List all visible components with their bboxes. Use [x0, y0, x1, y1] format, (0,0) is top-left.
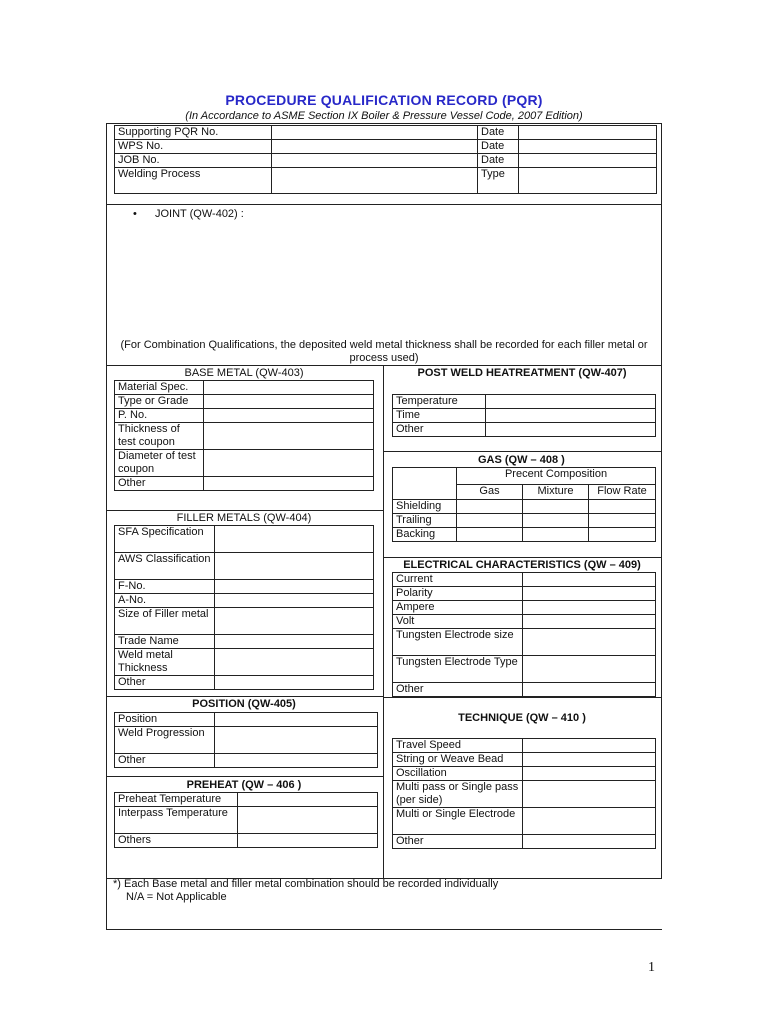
table-row: [115, 154, 657, 168]
other-label: Other: [115, 477, 204, 491]
preheat-table: [114, 792, 378, 848]
date-field[interactable]: [519, 126, 657, 140]
footer-note-combination: *) Each Base metal and filler metal combination should be recorded individually: [113, 878, 499, 890]
table-row: [115, 140, 657, 154]
table-row: [115, 381, 374, 395]
multi-electrode-field[interactable]: [523, 808, 656, 835]
backing-mixture-field[interactable]: [523, 528, 589, 542]
thickness-label: Thickness of test coupon: [115, 423, 204, 450]
date-field[interactable]: [519, 154, 657, 168]
electrical-technique-divider: [383, 697, 662, 698]
date-label: Date: [478, 140, 519, 154]
gas-title: GAS (QW – 408 ): [478, 454, 565, 466]
table-row: [393, 683, 656, 697]
multi-electrode-label: Multi or Single Electrode: [393, 808, 523, 835]
oscillation-field[interactable]: [523, 767, 656, 781]
trade-name-label: Trade Name: [115, 635, 215, 649]
table-row: [115, 168, 657, 194]
other-field[interactable]: [215, 676, 374, 690]
table-row: [115, 793, 378, 807]
other-field[interactable]: [204, 477, 374, 491]
pwht-temperature-label: Temperature: [393, 395, 486, 409]
a-no-label: A-No.: [115, 594, 215, 608]
technique-other-label: Other: [393, 835, 523, 849]
page-title: PROCEDURE QUALIFICATION RECORD (PQR): [225, 92, 543, 108]
date-label: Date: [478, 154, 519, 168]
page-number: 1: [648, 960, 655, 975]
filler-size-field[interactable]: [215, 608, 374, 635]
table-row: [393, 514, 656, 528]
shielding-mixture-field[interactable]: [523, 500, 589, 514]
multi-pass-field[interactable]: [523, 781, 656, 808]
sfa-spec-field[interactable]: [215, 526, 374, 553]
oscillation-label: Oscillation: [393, 767, 523, 781]
electrical-table: [392, 572, 656, 697]
ampere-field[interactable]: [523, 601, 656, 615]
others-field[interactable]: [238, 834, 378, 848]
frame-right-border: [661, 123, 662, 879]
position-table: [114, 712, 378, 768]
diameter-field[interactable]: [204, 450, 374, 477]
position-title: POSITION (QW-405): [192, 698, 296, 710]
tungsten-size-label: Tungsten Electrode size: [393, 629, 523, 656]
shielding-label: Shielding: [393, 500, 457, 514]
preheat-temp-label: Preheat Temperature: [115, 793, 238, 807]
current-label: Current: [393, 573, 523, 587]
trade-name-field[interactable]: [215, 635, 374, 649]
joint-note: (For Combination Qualifications, the deposited weld metal thickness shall be recorded for each filler metal or process used): [120, 339, 648, 364]
gas-blank-header: [393, 468, 457, 485]
material-spec-field[interactable]: [204, 381, 374, 395]
date-label: Date: [478, 126, 519, 140]
electrical-other-label: Other: [393, 683, 523, 697]
position-field[interactable]: [215, 713, 378, 727]
table-row: [115, 727, 378, 754]
supporting-pqr-field[interactable]: [272, 126, 478, 140]
table-row: [393, 485, 656, 500]
joint-section-divider: [106, 365, 662, 366]
table-row: [115, 526, 374, 553]
supporting-pqr-label: Supporting PQR No.: [115, 126, 272, 140]
interpass-temp-label: Interpass Temperature: [115, 807, 238, 834]
flow-rate-column-header: Flow Rate: [589, 485, 656, 500]
table-row: [393, 767, 656, 781]
polarity-label: Polarity: [393, 587, 523, 601]
weld-progression-field[interactable]: [215, 727, 378, 754]
table-row: [115, 395, 374, 409]
position-preheat-divider: [106, 776, 384, 777]
table-row: [115, 834, 378, 848]
bullet-icon: •: [133, 208, 137, 220]
gas-electrical-divider: [383, 557, 662, 558]
filler-metals-table: [114, 525, 374, 690]
weld-thickness-field[interactable]: [215, 649, 374, 676]
trailing-label: Trailing: [393, 514, 457, 528]
table-row: [115, 754, 378, 768]
pwht-temperature-field[interactable]: [486, 395, 656, 409]
gas-column-header: Gas: [457, 485, 523, 500]
multi-pass-label: Multi pass or Single pass (per side): [393, 781, 523, 808]
other-field[interactable]: [215, 754, 378, 768]
technique-table: [392, 738, 656, 849]
table-row: [393, 656, 656, 683]
p-no-field[interactable]: [204, 409, 374, 423]
trailing-flow-field[interactable]: [589, 514, 656, 528]
table-row: [393, 835, 656, 849]
position-label: Position: [115, 713, 215, 727]
filler-size-label: Size of Filler metal: [115, 608, 215, 635]
weld-progression-label: Weld Progression: [115, 727, 215, 754]
table-row: [115, 553, 374, 580]
table-row: [393, 739, 656, 753]
table-row: [115, 423, 374, 450]
top-section-divider: [106, 204, 662, 205]
others-label: Others: [115, 834, 238, 848]
job-no-field[interactable]: [272, 154, 478, 168]
base-filler-divider: [106, 510, 384, 511]
trailing-mixture-field[interactable]: [523, 514, 589, 528]
table-row: [115, 713, 378, 727]
pwht-table: [392, 394, 656, 437]
backing-label: Backing: [393, 528, 457, 542]
technique-other-field[interactable]: [523, 835, 656, 849]
table-row: [115, 126, 657, 140]
technique-title: TECHNIQUE (QW – 410 ): [458, 712, 586, 724]
table-row: [115, 477, 374, 491]
other-label: Other: [115, 676, 215, 690]
f-no-field[interactable]: [215, 580, 374, 594]
thickness-field[interactable]: [204, 423, 374, 450]
base-metal-title: BASE METAL (QW-403): [184, 367, 304, 379]
bead-type-field[interactable]: [523, 753, 656, 767]
table-row: [115, 608, 374, 635]
ampere-label: Ampere: [393, 601, 523, 615]
travel-speed-label: Travel Speed: [393, 739, 523, 753]
pwht-time-field[interactable]: [486, 409, 656, 423]
shielding-gas-field[interactable]: [457, 500, 523, 514]
electrical-other-field[interactable]: [523, 683, 656, 697]
percent-composition-header: Precent Composition: [457, 468, 656, 485]
table-row: [115, 409, 374, 423]
backing-flow-field[interactable]: [589, 528, 656, 542]
footer-note-na: N/A = Not Applicable: [126, 891, 227, 903]
frame-bottom-border: [106, 929, 662, 930]
tungsten-size-field[interactable]: [523, 629, 656, 656]
welding-process-field[interactable]: [272, 168, 478, 194]
table-row: [393, 587, 656, 601]
type-field[interactable]: [519, 168, 657, 194]
backing-gas-field[interactable]: [457, 528, 523, 542]
f-no-label: F-No.: [115, 580, 215, 594]
frame-top-border: [106, 123, 662, 124]
bead-type-label: String or Weave Bead: [393, 753, 523, 767]
current-field[interactable]: [523, 573, 656, 587]
table-row: [393, 573, 656, 587]
gas-table: [392, 467, 656, 542]
pwht-other-label: Other: [393, 423, 486, 437]
table-row: [393, 615, 656, 629]
tungsten-type-field[interactable]: [523, 656, 656, 683]
aws-class-label: AWS Classification: [115, 553, 215, 580]
table-row: [393, 808, 656, 835]
interpass-temp-field[interactable]: [238, 807, 378, 834]
preheat-temp-field[interactable]: [238, 793, 378, 807]
table-row: [393, 395, 656, 409]
pwht-title: POST WELD HEATREATMENT (QW-407): [417, 367, 627, 379]
pwht-gas-divider: [383, 451, 662, 452]
type-grade-field[interactable]: [204, 395, 374, 409]
table-row: [115, 676, 374, 690]
table-row: [115, 594, 374, 608]
electrical-title: ELECTRICAL CHARACTERISTICS (QW – 409): [403, 559, 641, 571]
table-row: [393, 500, 656, 514]
wps-no-label: WPS No.: [115, 140, 272, 154]
header-info-table: [114, 125, 657, 194]
table-row: [115, 450, 374, 477]
sfa-spec-label: SFA Specification: [115, 526, 215, 553]
table-row: [115, 580, 374, 594]
a-no-field[interactable]: [215, 594, 374, 608]
table-row: [393, 423, 656, 437]
table-row: [115, 635, 374, 649]
table-row: [393, 468, 656, 485]
mixture-column-header: Mixture: [523, 485, 589, 500]
pwht-time-label: Time: [393, 409, 486, 423]
table-row: [393, 409, 656, 423]
joint-heading: [133, 208, 244, 220]
joint-label: JOINT (QW-402) :: [155, 208, 244, 220]
table-row: [393, 781, 656, 808]
table-row: [393, 753, 656, 767]
type-label: Type: [478, 168, 519, 194]
gas-blank-subheader: [393, 485, 457, 500]
job-no-label: JOB No.: [115, 154, 272, 168]
travel-speed-field[interactable]: [523, 739, 656, 753]
filler-metals-title: FILLER METALS (QW-404): [176, 512, 312, 524]
table-row: [393, 528, 656, 542]
frame-left-border: [106, 123, 107, 930]
polarity-field[interactable]: [523, 587, 656, 601]
tungsten-type-label: Tungsten Electrode Type: [393, 656, 523, 683]
filler-position-divider: [106, 696, 384, 697]
welding-process-label: Welding Process: [115, 168, 272, 194]
diameter-label: Diameter of test coupon: [115, 450, 204, 477]
material-spec-label: Material Spec.: [115, 381, 204, 395]
table-row: [393, 629, 656, 656]
center-column-divider: [383, 365, 384, 878]
table-row: [393, 601, 656, 615]
weld-thickness-label: Weld metal Thickness: [115, 649, 215, 676]
base-metal-table: [114, 380, 374, 491]
volt-field[interactable]: [523, 615, 656, 629]
preheat-title: PREHEAT (QW – 406 ): [186, 779, 302, 791]
shielding-flow-field[interactable]: [589, 500, 656, 514]
type-grade-label: Type or Grade: [115, 395, 204, 409]
table-row: [115, 807, 378, 834]
table-row: [115, 649, 374, 676]
wps-no-field[interactable]: [272, 140, 478, 154]
page-subtitle: (In Accordance to ASME Section IX Boiler & Pressure Vessel Code, 2007 Edition): [185, 110, 583, 122]
aws-class-field[interactable]: [215, 553, 374, 580]
volt-label: Volt: [393, 615, 523, 629]
p-no-label: P. No.: [115, 409, 204, 423]
date-field[interactable]: [519, 140, 657, 154]
pwht-other-field[interactable]: [486, 423, 656, 437]
trailing-gas-field[interactable]: [457, 514, 523, 528]
other-label: Other: [115, 754, 215, 768]
